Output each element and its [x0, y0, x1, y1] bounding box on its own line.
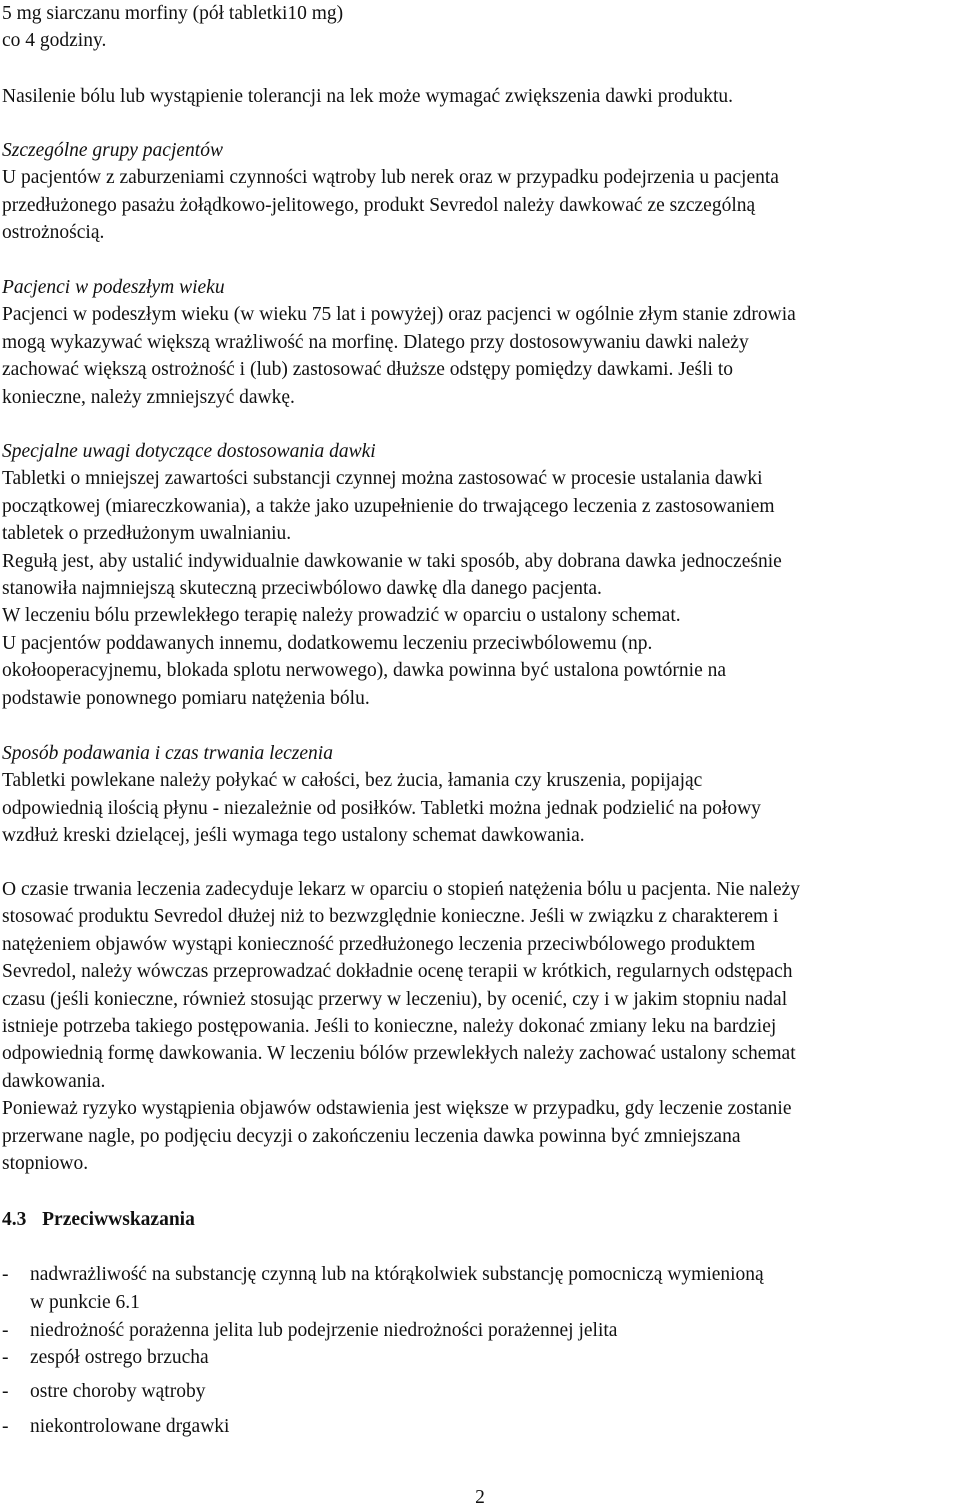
text-line: dawkowania.	[2, 1070, 106, 1092]
list-item	[2, 1378, 952, 1406]
list-item-text: niedrożność porażenna jelita lub podejrzenie niedrożności porażennej jelita	[30, 1320, 618, 1341]
text-line: konieczne, należy zmniejszyć dawkę.	[2, 386, 295, 408]
text-line: Tabletki powlekane należy połykać w całości, bez żucia, łamania czy kruszenia, popijając	[2, 770, 703, 792]
list-item	[2, 1317, 952, 1345]
administration-section	[2, 740, 958, 850]
text-line: ostrożnością.	[2, 222, 105, 244]
bullet-dash: -	[2, 1320, 9, 1341]
text-line: początkowej (miareczkowania), a także jako uzupełnienie do trwającego leczenia z zastosowaniem	[2, 495, 775, 517]
section-number: 4.3	[2, 1209, 27, 1230]
text-line: Tabletki o mniejszej zawartości substancji czynnej można zastosować w procesie ustalania dawki	[2, 468, 763, 490]
text-line: czasu (jeśli konieczne, również stosując przerwy w leczeniu), by ocenić, czy i w jakim stopniu nadal	[2, 988, 788, 1010]
text-line: co 4 godziny.	[2, 30, 107, 52]
section-heading: Szczególne grupy pacjentów	[2, 140, 223, 161]
text-line: przerwane nagle, po podjęciu decyzji o zakończeniu leczenia dawka powinna być zmniejszana	[2, 1125, 741, 1147]
text-line: stopniowo.	[2, 1153, 89, 1175]
section-heading: Sposób podawania i czas trwania leczenia	[2, 743, 333, 764]
bullet-dash: -	[2, 1264, 9, 1285]
section-title: Przeciwwskazania	[42, 1209, 195, 1230]
text-line: Regułą jest, aby ustalić indywidualnie dawkowanie w taki sposób, aby dobrana dawka jednocześnie	[2, 550, 782, 572]
elderly-patients-section	[2, 274, 958, 411]
section-heading: Specjalne uwagi dotyczące dostosowania dawki	[2, 441, 376, 462]
list-item-text: nadwrażliwość na substancję czynną lub na którąkolwiek substancję pomocniczą wymienioną	[30, 1264, 764, 1285]
special-groups-section	[2, 137, 958, 247]
dosing-example-paragraph	[2, 0, 958, 55]
text-line: przedłużonego pasażu żołądkowo-jelitowego, produkt Sevredol należy dawkować ze szczególną	[2, 194, 756, 216]
list-item-text: ostre choroby wątroby	[30, 1381, 206, 1402]
bullet-dash: -	[2, 1381, 9, 1402]
list-item-text: zespół ostrego brzucha	[30, 1347, 209, 1368]
list-item	[2, 1344, 952, 1372]
text-line: mogą wykazywać większą wrażliwość na morfinę. Dlatego przy dostosowywaniu dawki należy	[2, 331, 749, 353]
text-line: U pacjentów poddawanych innemu, dodatkowemu leczeniu przeciwbólowemu (np.	[2, 632, 653, 654]
tolerance-paragraph	[2, 83, 958, 110]
text-line: wzdłuż kreski dzielącej, jeśli wymaga tego ustalony schemat dawkowania.	[2, 825, 585, 847]
list-item-text: niekontrolowane drgawki	[30, 1416, 230, 1437]
text-line: stosować produktu Sevredol dłużej niż to bezwzględnie konieczne. Jeśli w związku z charakterem i	[2, 906, 779, 928]
text-line: 5 mg siarczanu morfiny (pół tabletki10 mg)	[2, 3, 344, 24]
text-line: U pacjentów z zaburzeniami czynności wątroby lub nerek oraz w przypadku podejrzenia u pacjenta	[2, 167, 779, 189]
text-line: natężeniem objawów wystąpi konieczność przedłużonego leczenia przeciwbólowego produktem	[2, 933, 756, 955]
treatment-duration-section	[2, 876, 958, 1177]
bullet-dash: -	[2, 1416, 9, 1437]
text-line: O czasie trwania leczenia zadecyduje lekarz w oparciu o stopień natężenia bólu u pacjenta. Nie należy	[2, 879, 801, 900]
list-item-text: w punkcie 6.1	[30, 1292, 140, 1313]
dosing-adjustment-section	[2, 438, 958, 712]
bullet-dash: -	[2, 1347, 9, 1368]
text-line: zachować większą ostrożność i (lub) zastosować dłuższe odstępy pomiędzy dawkami. Jeśli to	[2, 359, 734, 381]
text-line: istnieje potrzeba takiego postępowania. Jeśli to konieczne, należy dokonać zmiany leku na bardziej	[2, 1016, 777, 1038]
text-line: odpowiednią formę dawkowania. W leczeniu bólów przewlekłych należy zachować ustalony schemat	[2, 1043, 796, 1065]
list-item	[2, 1413, 952, 1441]
text-line: odpowiednią ilością płynu - niezależnie od posiłków. Tabletki można jednak podzielić na połowy	[2, 797, 761, 819]
text-line: Ponieważ ryzyko wystąpienia objawów odstawienia jest większe w przypadku, gdy leczenie zostanie	[2, 1098, 792, 1120]
text-line: Sevredol, należy wówczas przeprowadzać dokładnie ocenę terapii w krótkich, regularnych odstępach	[2, 961, 793, 983]
text-line: stanowiła najmniejszą skuteczną przeciwbólowo dawkę dla danego pacjenta.	[2, 578, 602, 600]
list-item	[2, 1261, 952, 1317]
text-line: Pacjenci w podeszłym wieku (w wieku 75 lat i powyżej) oraz pacjenci w ogólnie złym stanie zdrowia	[2, 304, 796, 326]
text-line: W leczeniu bólu przewlekłego terapię należy prowadzić w oparciu o ustalony schemat.	[2, 605, 681, 627]
text-line: Nasilenie bólu lub wystąpienie tolerancji na lek może wymagać zwiększenia dawki produktu.	[2, 86, 734, 107]
section-heading: Pacjenci w podeszłym wieku	[2, 277, 225, 298]
page-number: 2	[475, 1487, 485, 1508]
text-line: tabletek o przedłużonym uwalnianiu.	[2, 523, 292, 545]
text-line: okołooperacyjnemu, blokada splotu nerwowego), dawka powinna być ustalona powtórnie na	[2, 660, 727, 682]
contraindications-heading	[2, 1206, 958, 1233]
text-line: podstawie ponownego pomiaru natężenia bólu.	[2, 687, 370, 709]
